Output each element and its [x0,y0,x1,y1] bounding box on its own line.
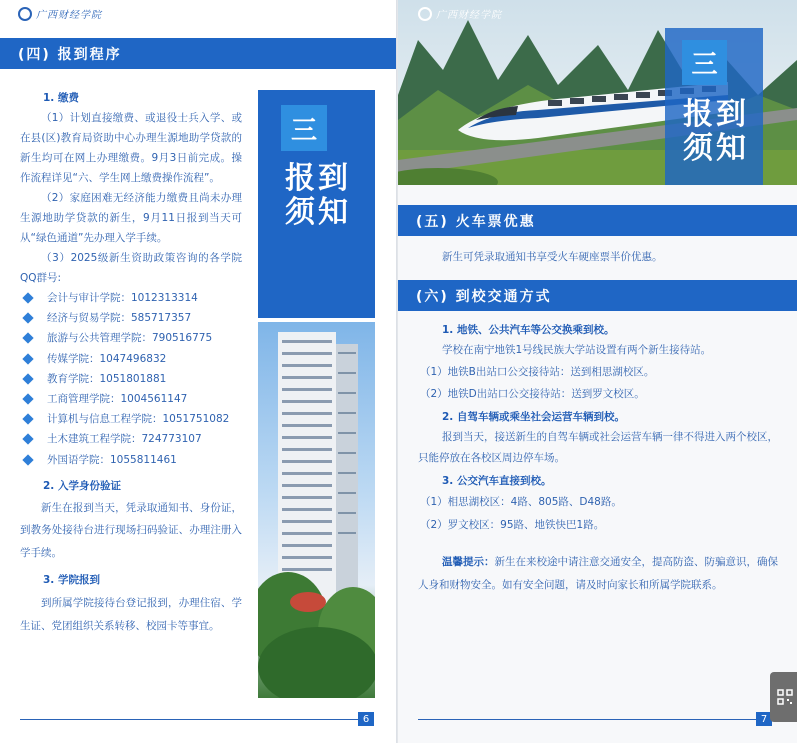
item1-paragraph1: （1）计划直接缴费、或退役士兵入学、或在县(区)教育局资助中心办理生源地助学贷款的新生均可在网上办理缴费。9月3日前完成。操作流程详见“六、学生网上缴费操作流程”。 [20,112,242,184]
page-number: 6 [358,712,374,726]
diamond-bullet-icon [22,373,33,384]
train-ticket-text: 新生可凭录取通知书享受火车硬座票半价优惠。 [442,251,663,263]
transport-sub1-item2: （2）地铁D出站口公交接待站：送到罗文校区。 [420,388,645,400]
card-number: 三 [682,40,727,85]
qq-group-item: 计算机与信息工程学院：1051751082 [20,409,242,429]
diamond-bullet-icon [22,292,33,303]
school-name: 广西财经学院 [436,10,502,21]
item1-heading: 1. 缴费 [43,92,79,104]
footer-rule [20,719,358,720]
page-number: 7 [756,712,772,726]
school-name: 广西财经学院 [36,10,102,21]
card-number: 三 [281,105,327,151]
qq-group-item: 工商管理学院：1004561147 [20,389,242,409]
qq-group-item: 旅游与公共管理学院：790516775 [20,328,242,348]
card-title: 报到 须知 [683,97,749,166]
item3-heading: 3. 学院报到 [43,574,100,587]
page-7 [398,0,797,743]
diamond-bullet-icon [22,393,33,404]
school-seal-icon [418,7,432,21]
section-title-transport: (六) 到校交通方式 [398,280,797,311]
qq-group-item: 传媒学院：1047496832 [20,349,242,369]
section-title-train-ticket: (五) 火车票优惠 [398,205,797,236]
transport-sub2-heading: 2. 自驾车辆或乘坐社会运营车辆到校。 [442,411,625,423]
diamond-bullet-icon [22,313,33,324]
item1-paragraph3: （3）2025级新生资助政策咨询的各学院QQ群号: [20,252,242,284]
registration-content [20,88,242,637]
page-6 [0,0,398,743]
qq-group-list [20,288,242,470]
transport-sub3-heading: 3. 公交汽车直接到校。 [442,475,552,487]
section-title-registration: (四) 报到程序 [0,38,398,69]
school-logo [18,6,102,21]
card-title: 报到 须知 [285,161,351,230]
transport-content [418,320,778,596]
transport-sub3-item2: （2）罗文校区：95路、地铁快巴1路。 [420,519,605,531]
safety-tip [418,551,778,596]
item3-paragraph: 到所属学院接待台登记报到，办理住宿、学生证、党团组织关系转移、校园卡等事宜。 [20,597,242,632]
diamond-bullet-icon [22,333,33,344]
school-seal-icon [18,7,32,21]
safety-tip-label: 温馨提示： [442,556,495,568]
qq-group-item: 会计与审计学院：1012313314 [20,288,242,308]
campus-building-photo [258,322,375,698]
section-card [665,28,763,185]
diamond-bullet-icon [22,454,33,465]
qq-group-item: 经济与贸易学院：585717357 [20,308,242,328]
building-illustration [258,322,375,698]
qr-code-icon [777,689,793,705]
qq-group-item: 教育学院：1051801881 [20,369,242,389]
transport-sub2-text: 报到当天，接送新生的自驾车辆或社会运营车辆一律不得进入两个校区，只能停放在各校区周边停车场。 [418,431,778,464]
item2-heading: 2. 入学身份验证 [43,479,121,492]
qq-group-item: 外国语学院：1055811461 [20,450,242,470]
diamond-bullet-icon [22,353,33,364]
footer-rule [418,719,756,720]
safety-tip-text: 新生在来校途中请注意交通安全，提高防盗、防骗意识，确保人身和财物安全。如有安全问题，请及时向家长和所属学院联系。 [418,556,778,591]
transport-sub3-item1: （1）相思湖校区：4路、805路、D48路。 [420,496,622,508]
qq-group-item: 土木建筑工程学院：724773107 [20,429,242,449]
train-ticket-content [418,247,778,267]
diamond-bullet-icon [22,414,33,425]
diamond-bullet-icon [22,434,33,445]
transport-sub1-heading: 1. 地铁、公共汽车等公交换乘到校。 [442,324,615,336]
item1-paragraph2: （2）家庭困难无经济能力缴费且尚未办理生源地助学贷款的新生，9月11日报到当天可从“绿色通道”先办理入学手续。 [20,192,242,244]
transport-sub1-item1: （1）地铁B出站口公交接待站：送到相思湖校区。 [420,366,655,378]
transport-sub1-text: 学校在南宁地铁1号线民族大学站设置有两个新生接待站。 [442,344,712,356]
qr-code-tab[interactable] [770,672,797,722]
school-logo [418,6,502,21]
item2-paragraph: 新生在报到当天，凭录取通知书、身份证，到教务处接待台进行现场扫码验证、办理注册入学手续。 [20,501,242,559]
section-card [258,90,375,318]
